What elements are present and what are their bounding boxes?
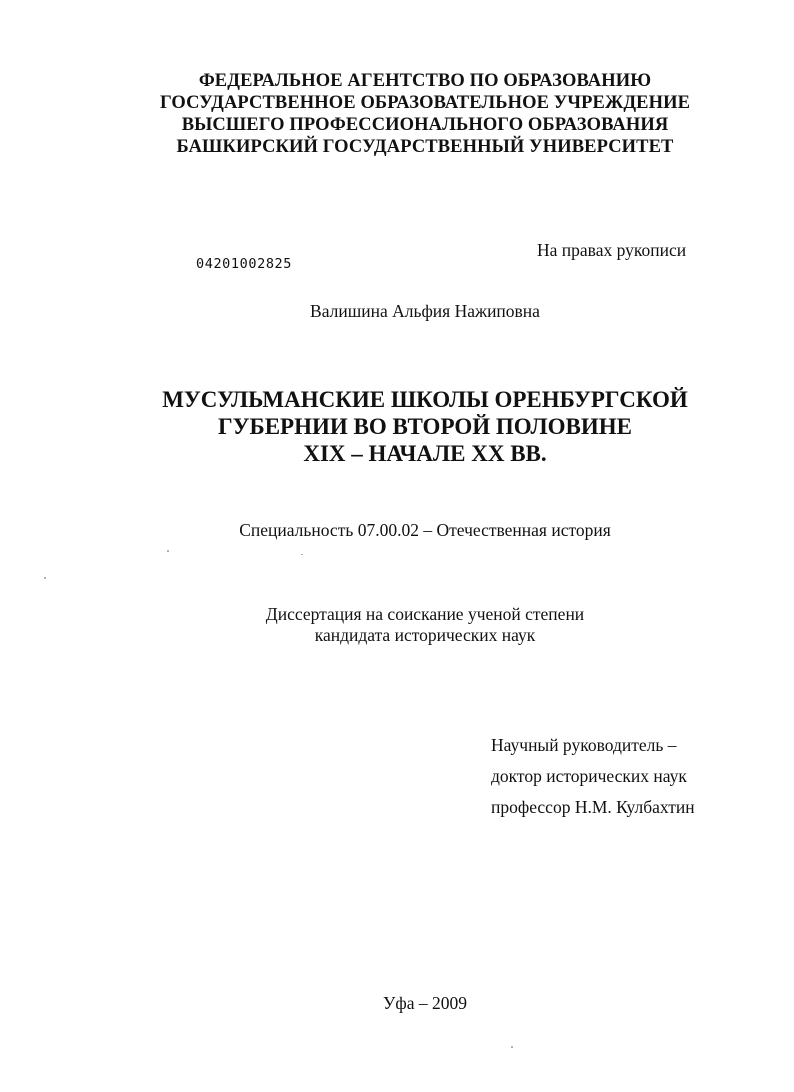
supervisor-block <box>491 730 695 823</box>
dissertation-line: кандидата исторических наук <box>314 625 536 645</box>
supervisor-line: Научный руководитель – <box>491 735 677 755</box>
scan-speck <box>167 550 169 552</box>
rights-note: На правах рукописи <box>537 240 687 260</box>
title-line: МУСУЛЬМАНСКИЕ ШКОЛЫ ОРЕНБУРГСКОЙ <box>162 387 688 412</box>
institution-line: ВЫСШЕГО ПРОФЕССИОНАЛЬНОГО ОБРАЗОВАНИЯ <box>181 115 669 135</box>
supervisor-line: доктор исторических наук <box>491 766 687 786</box>
institution-line: ФЕДЕРАЛЬНОЕ АГЕНТСТВО ПО ОБРАЗОВАНИЮ <box>198 71 652 91</box>
author-name: Валишина Альфия Нажиповна <box>310 301 540 321</box>
dissertation-line: Диссертация на соискание ученой степени <box>265 604 585 624</box>
title-line: ГУБЕРНИИ ВО ВТОРОЙ ПОЛОВИНЕ <box>217 414 633 439</box>
scan-speck <box>511 1046 513 1048</box>
supervisor-line: профессор Н.М. Кулбахтин <box>491 797 695 817</box>
institution-line: БАШКИРСКИЙ ГОСУДАРСТВЕННЫЙ УНИВЕРСИТЕТ <box>176 137 674 157</box>
institution-line: ГОСУДАРСТВЕННОЕ ОБРАЗОВАТЕЛЬНОЕ УЧРЕЖДЕНИЕ <box>159 93 691 113</box>
scan-speck <box>44 577 46 579</box>
scan-speck <box>301 554 303 555</box>
dissertation-statement <box>0 604 794 646</box>
thesis-title <box>0 386 794 467</box>
city-year: Уфа – 2009 <box>383 993 467 1013</box>
institution-header <box>0 70 794 158</box>
document-code: 04201002825 <box>196 256 293 272</box>
title-line: XIX – НАЧАЛЕ XX ВВ. <box>303 441 547 466</box>
specialty: Специальность 07.00.02 – Отечественная история <box>239 520 611 540</box>
